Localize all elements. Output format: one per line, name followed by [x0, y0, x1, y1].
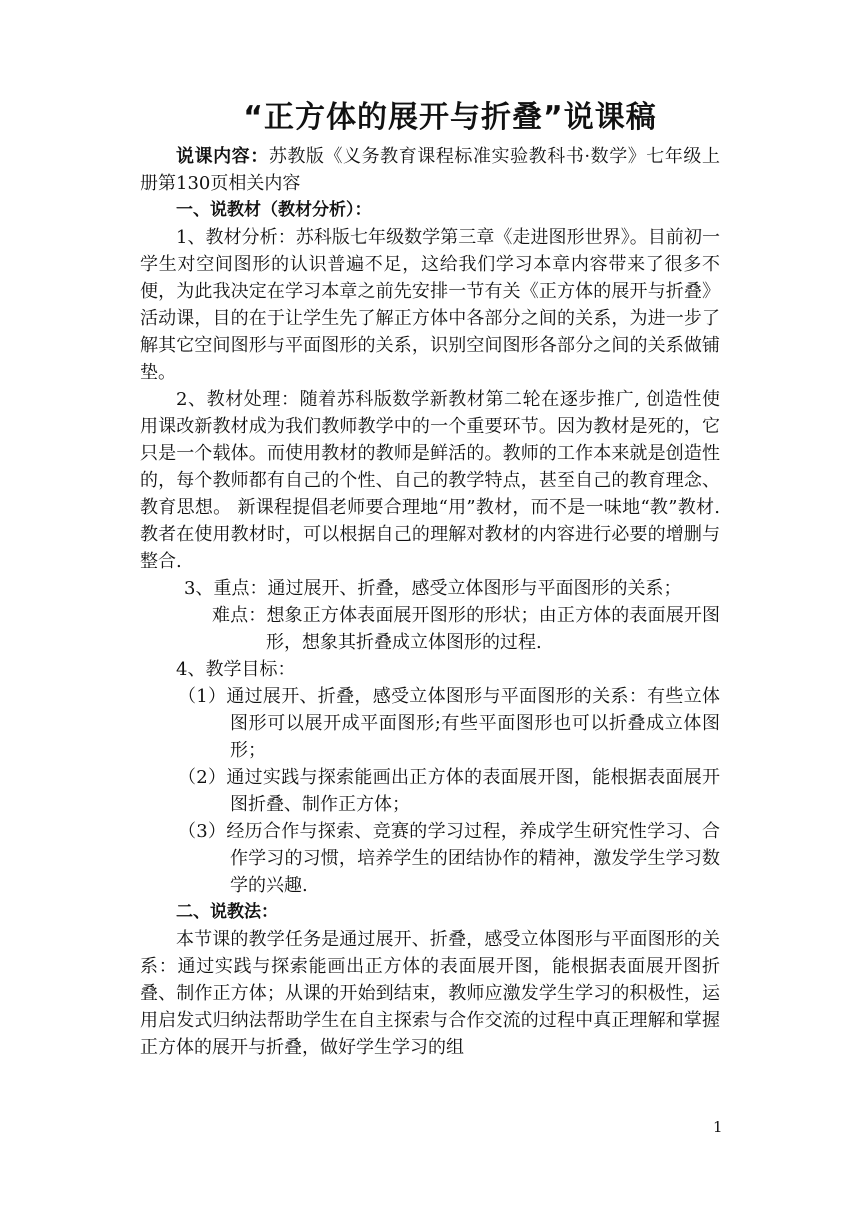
lesson-content-text: 苏教版《义务教育课程标准实验教科书·数学》七年级上册第130页相关内容 [140, 146, 720, 194]
section1-heading: 一、说教材（教材分析）： [176, 200, 372, 220]
difficulty-point-line: 难点：想象正方体表面展开图形的形状；由正方体的表面展开图形，想象其折叠成立体图形的过程. [212, 605, 720, 653]
textbook-analysis-paragraph: 1、教材分析：苏科版七年级数学第三章《走进图形世界》。目前初一学生对空间图形的认识普遍不足，这给我们学习本章内容带来了很多不便，为此我决定在学习本章之前先安排一节有关《正方体的展开与折叠》活动课，目的在于让学生先了解正方体中各部分之间的关系，为进一步了解其它空间图形与平面图形的关系，识别空间图形各部分之间的关系做铺垫。 [140, 227, 720, 383]
document-title: “正方体的展开与折叠”说课稿 [243, 100, 657, 135]
lesson-content-paragraph [140, 143, 720, 197]
page-number: 1 [713, 1118, 723, 1136]
key-point-line: 3、重点：通过展开、折叠，感受立体图形与平面图形的关系； [184, 578, 682, 599]
section2-heading: 二、说教法： [176, 902, 278, 922]
teaching-goal-item: （2）通过实践与探索能画出正方体的表面展开图，能根据表面展开图折叠、制作正方体； [178, 767, 720, 815]
teaching-goal-item: （3）经历合作与探索、竞赛的学习过程，养成学生研究性学习、合作学习的习惯，培养学生的团结协作的精神，激发学生学习数学的兴趣. [178, 821, 720, 896]
teaching-goal-item: （1）通过展开、折叠，感受立体图形与平面图形的关系：有些立体图形可以展开成平面图形;有些平面图形也可以折叠成立体图形； [178, 686, 720, 761]
textbook-handling-paragraph: 2、教材处理：随着苏科版数学新教材第二轮在逐步推广, 创造性使用课改新教材成为我们教师教学中的一个重要环节。因为教材是死的，它只是一个载体。而使用教材的教师是鲜活的。教师的工作本来就是创造性的，每个教师都有自己的个性、自己的教学特点，甚至自己的教育理念、教育思想。 新课程提倡老师要合理地“用”教材，而不是一味地“教”教材. 教者在使用教材时，可以根据自己的理解对教材的内容进行必要的增删与整合. [140, 389, 720, 572]
lesson-content-label: 说课内容： [176, 146, 269, 167]
document-body [140, 143, 720, 1061]
teaching-goals-heading: 4、教学目标： [176, 659, 296, 680]
teaching-method-paragraph: 本节课的教学任务是通过展开、折叠，感受立体图形与平面图形的关系：通过实践与探索能画出正方体的表面展开图，能根据表面展开图折叠、制作正方体；从课的开始到结束，教师应激发学生学习的积极性，运用启发式归纳法帮助学生在自主探索与合作交流的过程中真正理解和掌握正方体的展开与折叠，做好学生学习的组 [140, 929, 720, 1058]
